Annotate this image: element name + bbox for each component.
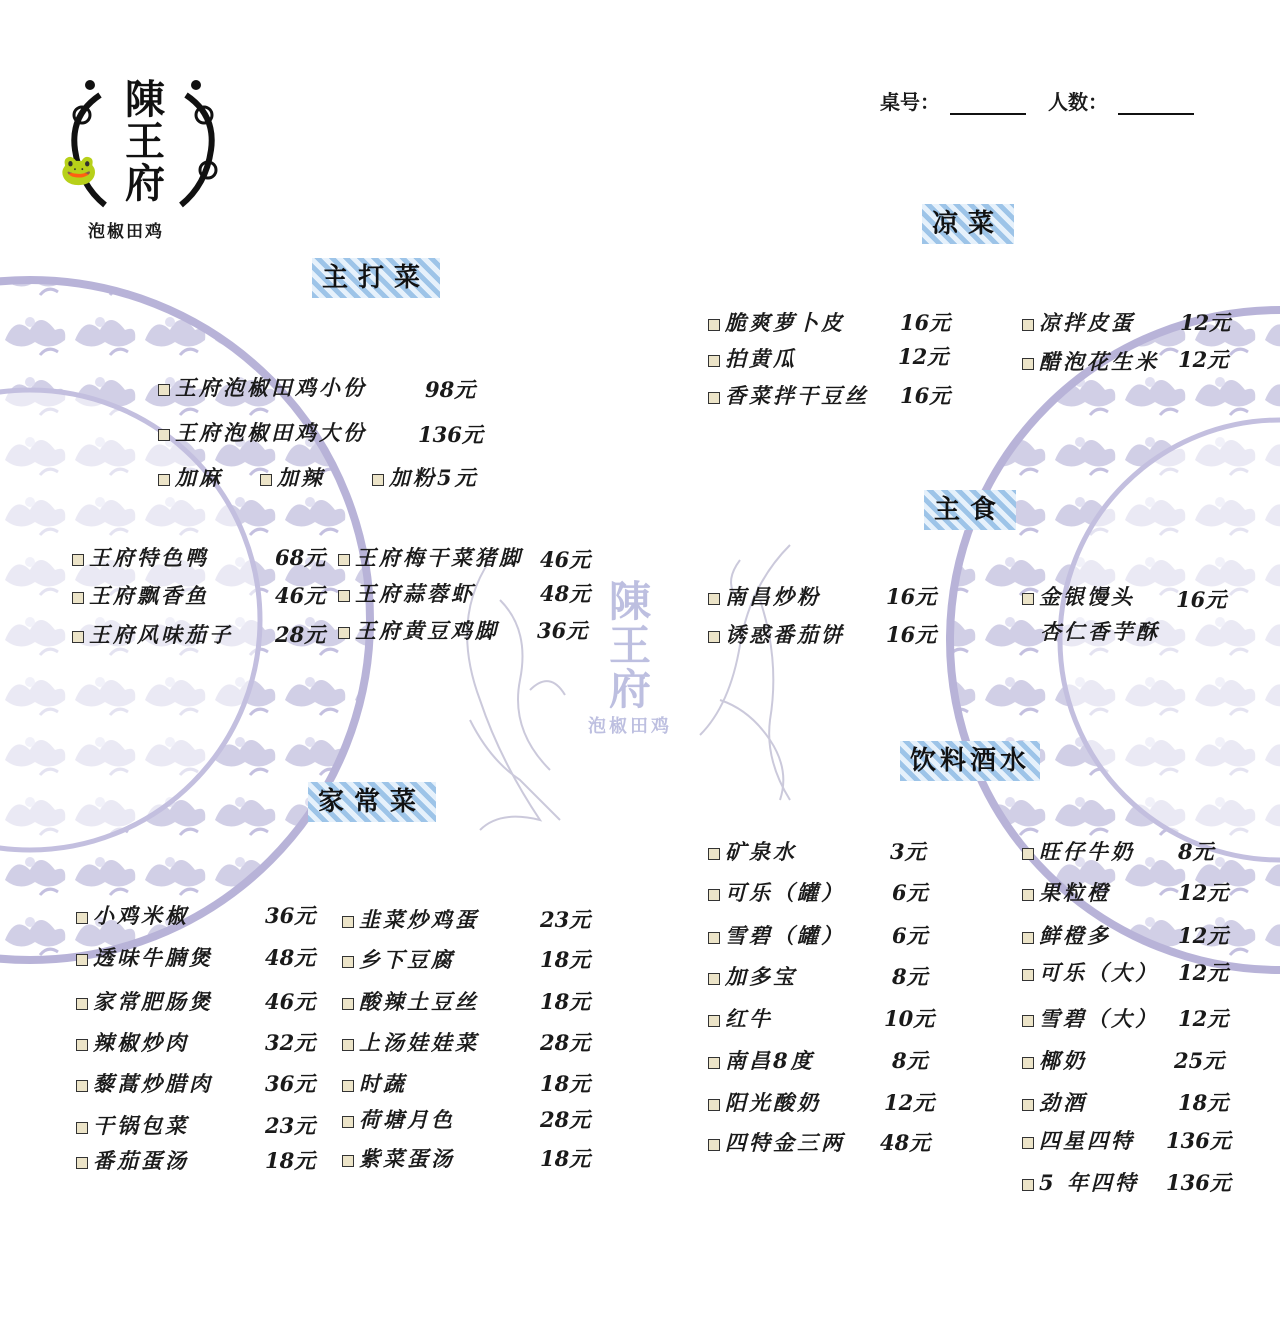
item-name: 5 年四特	[1039, 1170, 1139, 1195]
logo-char-1: 陳	[125, 76, 165, 123]
item-price: 18元	[540, 989, 591, 1014]
item-price: 3元	[890, 839, 926, 864]
menu-item[interactable]	[1022, 877, 1111, 907]
checkbox-icon[interactable]	[708, 392, 720, 404]
checkbox-icon[interactable]	[708, 319, 720, 331]
item-price: 98元	[425, 377, 476, 402]
checkbox-icon[interactable]	[76, 1157, 88, 1169]
checkbox-icon[interactable]	[72, 554, 84, 566]
item-name: 椰奶	[1039, 1048, 1087, 1073]
checkbox-icon[interactable]	[338, 590, 350, 602]
menu-item[interactable]	[342, 1143, 455, 1173]
item-price: 48元	[540, 581, 591, 606]
option-noodles[interactable]	[372, 462, 479, 492]
section-title-cold: 凉菜	[922, 204, 1014, 244]
menu-item[interactable]	[1022, 1045, 1087, 1075]
menu-item[interactable]	[708, 343, 797, 373]
item-name: 金银馒头	[1039, 584, 1135, 609]
menu-item[interactable]	[342, 944, 455, 974]
checkbox-icon[interactable]	[76, 1080, 88, 1092]
checkbox-icon[interactable]	[342, 1155, 354, 1167]
menu-item[interactable]	[158, 372, 367, 402]
menu-item[interactable]	[708, 380, 869, 410]
item-price: 23元	[540, 907, 591, 932]
section-title-home: 家常菜	[308, 782, 436, 822]
checkbox-icon[interactable]	[342, 1039, 354, 1051]
checkbox-icon[interactable]	[76, 912, 88, 924]
table-number-field[interactable]	[950, 93, 1026, 115]
checkbox-icon[interactable]	[1022, 848, 1034, 860]
item-price: 16元	[886, 622, 937, 647]
checkbox-icon[interactable]	[1022, 1179, 1034, 1191]
menu-item[interactable]	[72, 542, 209, 572]
frog-icon: 🐸	[60, 153, 98, 188]
item-price: 46元	[265, 989, 316, 1014]
item-name: 藜蒿炒腊肉	[93, 1071, 213, 1096]
option-spicy[interactable]	[260, 462, 325, 492]
item-name: 雪碧（罐）	[725, 923, 845, 948]
menu-item[interactable]	[1022, 1167, 1139, 1197]
checkbox-icon[interactable]	[1022, 969, 1034, 981]
item-price: 6元	[892, 880, 928, 905]
checkbox-icon[interactable]	[708, 848, 720, 860]
menu-item[interactable]	[708, 961, 797, 991]
item-name: 香菜拌干豆丝	[725, 383, 869, 408]
menu-item[interactable]	[158, 417, 367, 447]
item-name: 脆爽萝卜皮	[725, 310, 845, 335]
item-name: 果粒橙	[1039, 880, 1111, 905]
checkbox-icon[interactable]	[1022, 593, 1034, 605]
menu-item[interactable]	[1022, 1003, 1159, 1033]
checkbox-icon[interactable]	[342, 998, 354, 1010]
item-name: 荷塘月色	[359, 1107, 455, 1132]
item-name: 乡下豆腐	[359, 947, 455, 972]
checkbox-icon[interactable]	[372, 474, 384, 486]
menu-item[interactable]	[342, 986, 479, 1016]
watermark-char-2: 王	[608, 621, 651, 670]
menu-item[interactable]	[1022, 307, 1135, 337]
item-name: 王府梅干菜猪脚	[355, 545, 523, 570]
checkbox-icon[interactable]	[1022, 1099, 1034, 1111]
checkbox-icon[interactable]	[158, 429, 170, 441]
item-price: 136元	[418, 422, 483, 447]
item-price: 18元	[1178, 1090, 1229, 1115]
checkbox-icon[interactable]	[76, 954, 88, 966]
item-name: 拍黄瓜	[725, 346, 797, 371]
menu-item[interactable]	[342, 1104, 455, 1134]
item-name: 干锅包菜	[93, 1113, 189, 1138]
menu-item[interactable]	[708, 920, 845, 950]
watermark-subtitle: 泡椒田鸡	[588, 716, 672, 737]
item-name: 四星四特	[1039, 1128, 1135, 1153]
checkbox-icon[interactable]	[1022, 1015, 1034, 1027]
logo-char-3: 府	[125, 160, 165, 207]
checkbox-icon[interactable]	[1022, 889, 1034, 901]
checkbox-icon[interactable]	[76, 1039, 88, 1051]
menu-item[interactable]	[1022, 346, 1159, 376]
item-name: 紫菜蛋汤	[359, 1146, 455, 1171]
item-name: 王府泡椒田鸡小份	[175, 375, 367, 400]
menu-item[interactable]	[76, 942, 213, 972]
item-name: 王府黄豆鸡脚	[355, 618, 499, 643]
menu-item[interactable]	[1022, 1125, 1135, 1155]
option-label: 加辣	[277, 465, 325, 490]
checkbox-icon[interactable]	[708, 1139, 720, 1151]
item-name: 王府特色鸭	[89, 545, 209, 570]
item-price: 16元	[886, 584, 937, 609]
menu-item[interactable]	[342, 904, 479, 934]
menu-item[interactable]	[76, 1027, 189, 1057]
item-name: 南昌炒粉	[725, 584, 821, 609]
item-price: 46元	[540, 547, 591, 572]
checkbox-icon[interactable]	[342, 1080, 354, 1092]
item-price: 48元	[265, 945, 316, 970]
checkbox-icon[interactable]	[708, 1099, 720, 1111]
menu-item[interactable]	[338, 615, 499, 645]
item-price: 12元	[1178, 1006, 1229, 1031]
menu-item[interactable]	[708, 1045, 815, 1075]
item-price: 68元	[275, 545, 326, 570]
checkbox-icon[interactable]	[72, 592, 84, 604]
item-price: 12元	[1178, 923, 1229, 948]
menu-item[interactable]	[708, 581, 821, 611]
item-name: 透味牛腩煲	[93, 945, 213, 970]
people-count-field[interactable]	[1118, 93, 1194, 115]
item-price: 12元	[884, 1090, 935, 1115]
menu-item[interactable]	[342, 1027, 479, 1057]
table-number-label: 桌号：	[880, 90, 940, 114]
item-name: 韭菜炒鸡蛋	[359, 907, 479, 932]
item-price: 12元	[1180, 310, 1231, 335]
item-price: 32元	[265, 1030, 316, 1055]
menu-item[interactable]	[338, 578, 475, 608]
option-label: 加麻	[175, 465, 223, 490]
section-title-staple: 主食	[924, 490, 1016, 530]
item-price: 18元	[540, 947, 591, 972]
checkbox-icon[interactable]	[708, 593, 720, 605]
section-title-signature: 主打菜	[312, 258, 440, 298]
item-name: 四特金三两	[725, 1130, 845, 1155]
item-price: 12元	[1178, 347, 1229, 372]
item-price: 28元	[540, 1107, 591, 1132]
item-name: 时蔬	[359, 1071, 407, 1096]
menu-item[interactable]	[708, 1127, 845, 1157]
item-name: 加多宝	[725, 964, 797, 989]
checkbox-icon[interactable]	[76, 998, 88, 1010]
menu-item[interactable]	[708, 1087, 821, 1117]
item-name: 阳光酸奶	[725, 1090, 821, 1115]
checkbox-icon[interactable]	[708, 932, 720, 944]
people-count-label: 人数：	[1048, 90, 1108, 114]
item-name: 番茄蛋汤	[93, 1148, 189, 1173]
item-name: 家常肥肠煲	[93, 989, 213, 1014]
item-price: 12元	[1178, 880, 1229, 905]
item-price: 8元	[1178, 839, 1214, 864]
menu-item[interactable]	[1022, 581, 1135, 611]
watermark-char-1: 陳	[608, 577, 651, 626]
menu-item[interactable]	[76, 900, 189, 930]
menu-item[interactable]	[1022, 920, 1111, 950]
checkbox-icon[interactable]	[342, 916, 354, 928]
item-price: 16元	[900, 310, 951, 335]
menu-item[interactable]	[76, 1110, 189, 1140]
item-price: 18元	[540, 1071, 591, 1096]
item-name: 王府飘香鱼	[89, 583, 209, 608]
checkbox-icon[interactable]	[1022, 358, 1034, 370]
item-price: 28元	[275, 622, 326, 647]
menu-item[interactable]	[76, 986, 213, 1016]
checkbox-icon[interactable]	[708, 889, 720, 901]
checkbox-icon[interactable]	[342, 956, 354, 968]
menu-item[interactable]	[1022, 1087, 1087, 1117]
item-name: 劲酒	[1039, 1090, 1087, 1115]
item-name: 矿泉水	[725, 839, 797, 864]
item-price: 48元	[880, 1130, 931, 1155]
item-price: 136元	[1166, 1128, 1231, 1153]
item-price: 8元	[892, 964, 928, 989]
checkbox-icon[interactable]	[708, 1057, 720, 1069]
menu-item[interactable]	[1022, 957, 1159, 987]
menu-item[interactable]	[76, 1068, 213, 1098]
option-numbing[interactable]	[158, 462, 223, 492]
item-name: 醋泡花生米	[1039, 349, 1159, 374]
menu-item[interactable]	[708, 877, 845, 907]
logo-subtitle: 泡椒田鸡	[88, 222, 164, 242]
section-title-drinks: 饮料酒水	[900, 741, 1040, 781]
item-price: 16元	[1176, 587, 1227, 612]
checkbox-icon[interactable]	[708, 355, 720, 367]
option-label: 加粉5元	[389, 465, 479, 490]
checkbox-icon[interactable]	[260, 474, 272, 486]
item-price: 18元	[540, 1146, 591, 1171]
menu-item[interactable]	[338, 542, 523, 572]
menu-item[interactable]	[342, 1068, 407, 1098]
item-price: 36元	[537, 618, 588, 643]
item-name: 酸辣土豆丝	[359, 989, 479, 1014]
logo-char-2: 王	[125, 118, 165, 165]
checkbox-icon[interactable]	[708, 973, 720, 985]
item-name: 旺仔牛奶	[1039, 839, 1135, 864]
item-name: 可乐（大）	[1039, 960, 1159, 985]
checkbox-icon[interactable]	[1022, 1057, 1034, 1069]
menu-item[interactable]	[708, 1003, 773, 1033]
item-price: 12元	[1178, 960, 1229, 985]
item-price: 36元	[265, 1071, 316, 1096]
menu-item[interactable]	[76, 1145, 189, 1175]
item-name: 小鸡米椒	[93, 903, 189, 928]
watermark-char-3: 府	[608, 665, 651, 714]
item-name: 凉拌皮蛋	[1039, 310, 1135, 335]
item-price: 6元	[892, 923, 928, 948]
item-name: 南昌8度	[725, 1048, 815, 1073]
menu-item-extra[interactable]: 杏仁香芋酥	[1040, 619, 1160, 644]
item-price: 36元	[265, 903, 316, 928]
checkbox-icon[interactable]	[1022, 1137, 1034, 1149]
menu-item[interactable]	[708, 619, 845, 649]
item-price: 10元	[884, 1006, 935, 1031]
item-name: 红牛	[725, 1006, 773, 1031]
item-price: 136元	[1166, 1170, 1231, 1195]
checkbox-icon[interactable]	[158, 474, 170, 486]
item-price: 23元	[265, 1113, 316, 1138]
checkbox-icon[interactable]	[1022, 932, 1034, 944]
table-info	[880, 86, 1206, 115]
checkbox-icon[interactable]	[708, 1015, 720, 1027]
item-name: 可乐（罐）	[725, 880, 845, 905]
item-name: 鲜橙多	[1039, 923, 1111, 948]
menu-item[interactable]	[1022, 836, 1135, 866]
checkbox-icon[interactable]	[158, 384, 170, 396]
menu-item[interactable]	[708, 307, 845, 337]
brand-logo	[60, 75, 230, 240]
checkbox-icon[interactable]	[342, 1116, 354, 1128]
item-price: 46元	[275, 583, 326, 608]
checkbox-icon[interactable]	[708, 631, 720, 643]
checkbox-icon[interactable]	[338, 554, 350, 566]
item-name: 王府蒜蓉虾	[355, 581, 475, 606]
item-name: 辣椒炒肉	[93, 1030, 189, 1055]
item-price: 8元	[892, 1048, 928, 1073]
checkbox-icon[interactable]	[1022, 319, 1034, 331]
checkbox-icon[interactable]	[76, 1122, 88, 1134]
item-price: 28元	[540, 1030, 591, 1055]
item-name: 王府泡椒田鸡大份	[175, 420, 367, 445]
item-price: 16元	[900, 383, 951, 408]
item-price: 12元	[898, 344, 949, 369]
item-price: 25元	[1174, 1048, 1225, 1073]
item-name: 诱惑番茄饼	[725, 622, 845, 647]
item-price: 18元	[265, 1148, 316, 1173]
menu-item[interactable]	[708, 836, 797, 866]
menu-item[interactable]	[72, 580, 209, 610]
checkbox-icon[interactable]	[338, 627, 350, 639]
item-name: 王府风味茄子	[89, 622, 233, 647]
item-name: 上汤娃娃菜	[359, 1030, 479, 1055]
checkbox-icon[interactable]	[72, 631, 84, 643]
menu-item[interactable]	[72, 619, 233, 649]
item-name: 雪碧（大）	[1039, 1006, 1159, 1031]
